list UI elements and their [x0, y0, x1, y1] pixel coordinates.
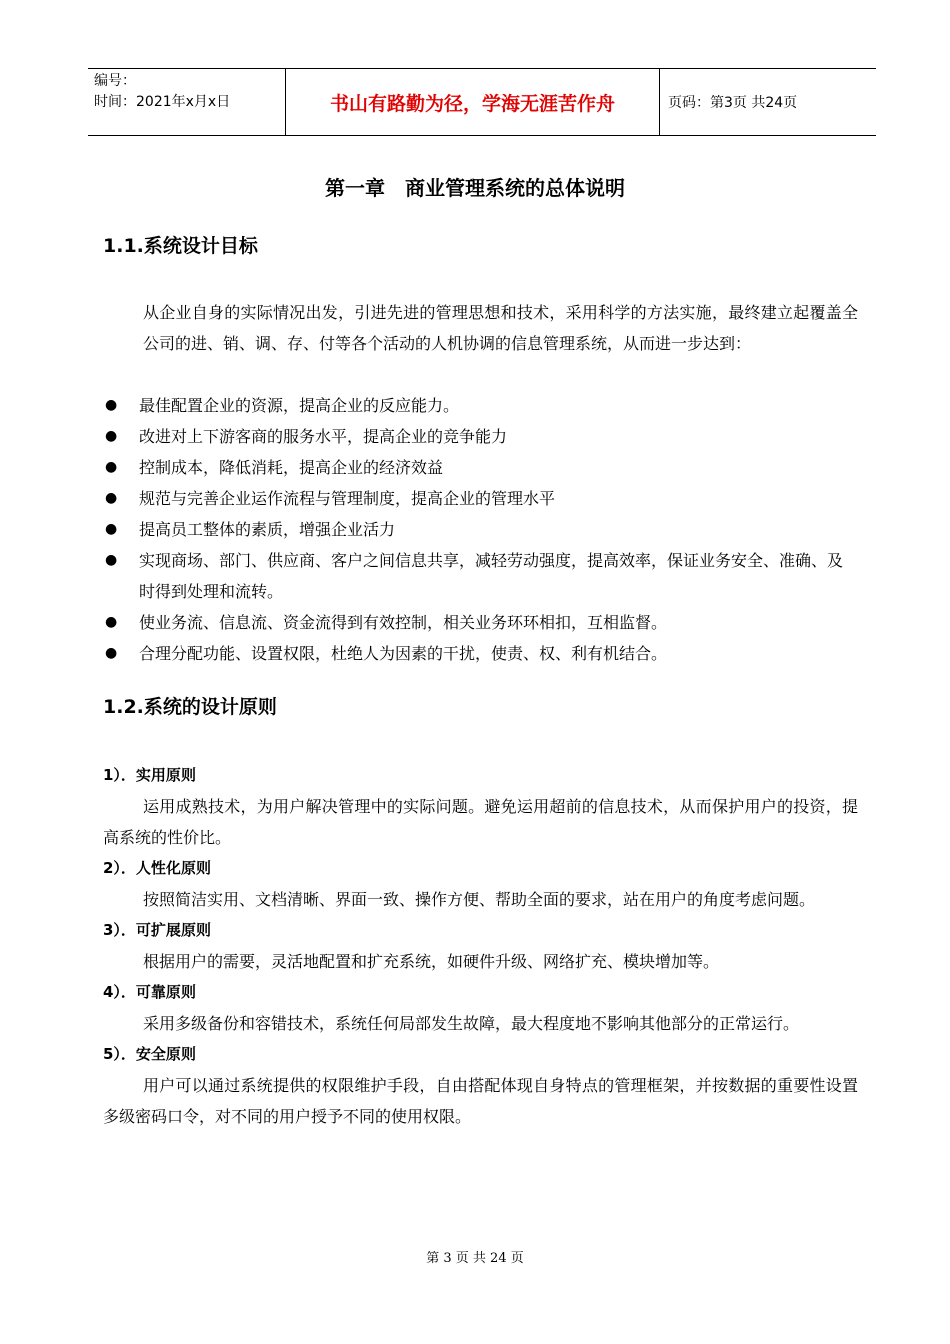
principle-body: 用户可以通过系统提供的权限维护手段，自由搭配体现自身特点的管理框架，并按数据的重要性设置多级密码口令，对不同的用户授予不同的使用权限。 [103, 1076, 858, 1126]
header-left-cell [88, 69, 286, 135]
principle-body: 根据用户的需要，灵活地配置和扩充系统，如硬件升级、网络扩充、模块增加等。 [143, 952, 720, 971]
principle-body: 采用多级备份和容错技术，系统任何局部发生故障，最大程度地不影响其他部分的正常运行。 [143, 1014, 800, 1033]
intro-paragraph [103, 297, 858, 359]
list-item: ● 实现商场、部门、供应商、客户之间信息共享，减轻劳动强度，提高效率，保证业务安全、准确、及时得到处理和流转。 [103, 545, 858, 607]
list-item: ● 使业务流、信息流、资金流得到有效控制，相关业务环环相扣，互相监督。 [103, 607, 858, 638]
principle-heading: 2）．人性化原则 [103, 859, 211, 877]
list-item: ● 最佳配置企业的资源，提高企业的反应能力。 [103, 390, 858, 421]
principles-list [103, 760, 858, 1132]
header-table [88, 68, 876, 136]
section-title-1-1: 1.1.系统设计目标 [103, 235, 258, 257]
principle-body: 运用成熟技术，为用户解决管理中的实际问题。避免运用超前的信息技术，从而保护用户的投资，提高系统的性价比。 [103, 797, 858, 847]
list-item: ● 提高员工整体的素质，增强企业活力 [103, 514, 858, 545]
intro-text: 从企业自身的实际情况出发，引进先进的管理思想和技术，采用科学的方法实施，最终建立起覆盖全公司的进、销、调、存、付等各个活动的人机协调的信息管理系统，从而进一步达到： [143, 303, 858, 353]
page-footer: 第 3 页 共 24 页 [426, 1251, 524, 1266]
principle-heading: 5）．安全原则 [103, 1045, 196, 1063]
section-title-1-2: 1.2.系统的设计原则 [103, 696, 277, 718]
list-item: ● 合理分配功能、设置权限，杜绝人为因素的干扰，使责、权、利有机结合。 [103, 638, 858, 669]
chapter-title: 第一章 商业管理系统的总体说明 [325, 176, 625, 200]
time-label: 时间：2021年x月x日 [94, 94, 231, 110]
list-item: ● 规范与完善企业运作流程与管理制度，提高企业的管理水平 [103, 483, 858, 514]
number-label: 编号： [94, 73, 136, 89]
principle-body: 按照简洁实用、文档清晰、界面一致、操作方便、帮助全面的要求，站在用户的角度考虑问题。 [143, 890, 816, 909]
list-item: ● 控制成本，降低消耗，提高企业的经济效益 [103, 452, 858, 483]
page-info: 页码：第3页 共24页 [668, 95, 798, 111]
list-item: ● 改进对上下游客商的服务水平，提高企业的竞争能力 [103, 421, 858, 452]
principle-heading: 3）．可扩展原则 [103, 921, 211, 939]
principle-heading: 1）．实用原则 [103, 766, 196, 784]
motto: 书山有路勤为径，学海无涯苦作舟 [286, 69, 660, 135]
principle-heading: 4）．可靠原则 [103, 983, 196, 1001]
goal-list [103, 390, 858, 669]
